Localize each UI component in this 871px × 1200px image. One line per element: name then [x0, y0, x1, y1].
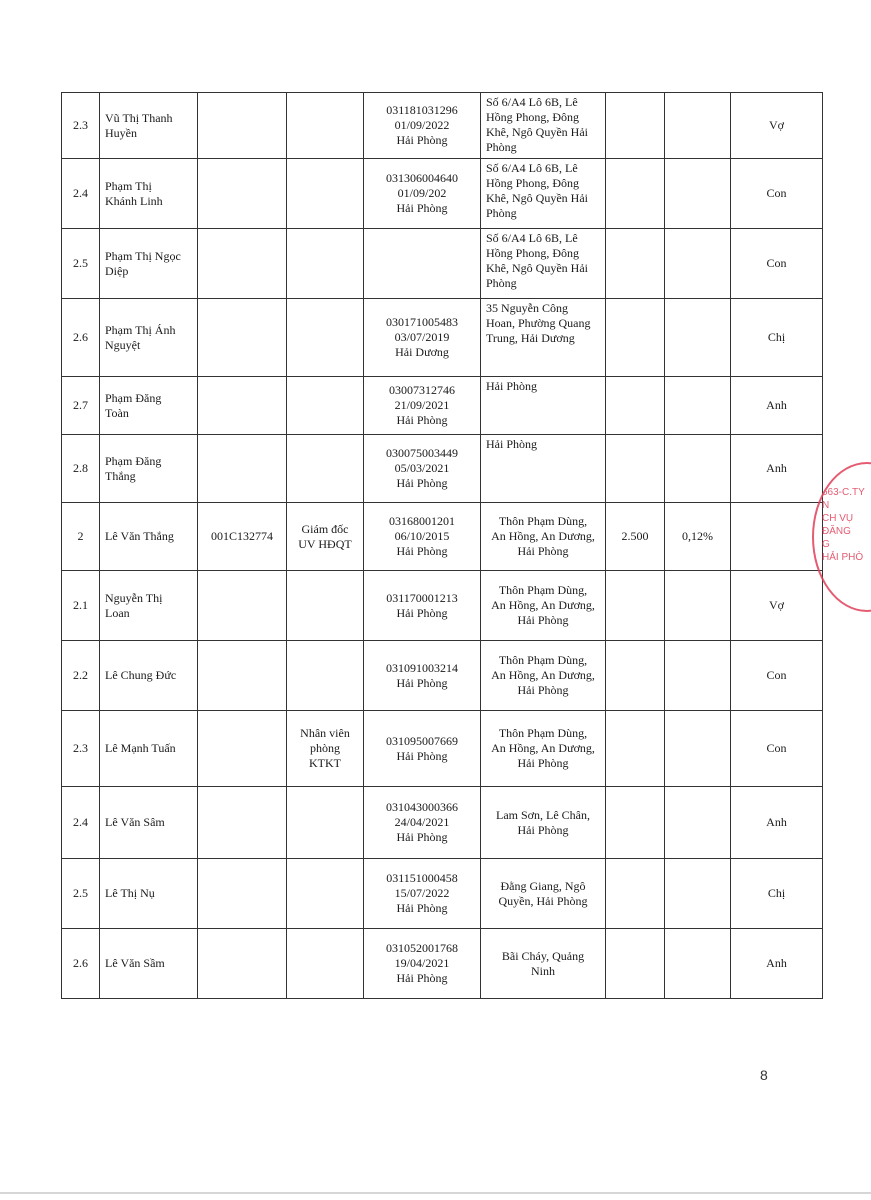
relationship: Con: [731, 711, 823, 787]
share-count: 2.500: [606, 503, 665, 571]
shareholder-table: [61, 92, 823, 999]
shareholder-code: 001C132774: [198, 503, 287, 571]
address: Bãi Cháy, Quảng Ninh: [481, 929, 606, 999]
shareholder-code: [198, 859, 287, 929]
position: [287, 229, 364, 299]
address: Hải Phòng: [481, 435, 606, 503]
share-percent: [665, 93, 731, 159]
share-percent: [665, 571, 731, 641]
address: Lam Sơn, Lê Chân, Hải Phòng: [481, 787, 606, 859]
row-number: 2.8: [62, 435, 100, 503]
person-name: Lê Thị Nụ: [100, 859, 198, 929]
row-number: 2.6: [62, 929, 100, 999]
address: Thôn Phạm Dùng, An Hồng, An Dương, Hải Phòng: [481, 641, 606, 711]
share-count: [606, 435, 665, 503]
person-name: Lê Chung Đức: [100, 641, 198, 711]
id-number-date-place: 031095007669 Hải Phòng: [364, 711, 481, 787]
position: Nhân viên phòng KTKT: [287, 711, 364, 787]
table-row: [62, 571, 823, 641]
shareholder-code: [198, 377, 287, 435]
position: [287, 435, 364, 503]
share-count: [606, 159, 665, 229]
table-row: [62, 299, 823, 377]
id-number-date-place: 030171005483 03/07/2019 Hải Dương: [364, 299, 481, 377]
table-row: [62, 503, 823, 571]
shareholder-code: [198, 571, 287, 641]
table-row: [62, 93, 823, 159]
position: [287, 641, 364, 711]
address: Số 6/A4 Lô 6B, Lê Hồng Phong, Đông Khê, Ngô Quyền Hải Phòng: [481, 93, 606, 159]
position: [287, 159, 364, 229]
position: [287, 787, 364, 859]
stamp-line: G: [822, 539, 830, 550]
stamp-line: HẢI PHÒ: [822, 552, 864, 563]
share-percent: [665, 929, 731, 999]
address: Thôn Phạm Dùng, An Hồng, An Dương, Hải Phòng: [481, 571, 606, 641]
share-count: [606, 229, 665, 299]
position: Giám đốc UV HĐQT: [287, 503, 364, 571]
table-row: [62, 159, 823, 229]
row-number: 2.2: [62, 641, 100, 711]
row-number: 2.4: [62, 787, 100, 859]
share-percent: [665, 377, 731, 435]
shareholder-code: [198, 641, 287, 711]
person-name: Vũ Thị Thanh Huyền: [100, 93, 198, 159]
relationship: Anh: [731, 929, 823, 999]
bottom-divider: [0, 1192, 871, 1194]
share-count: [606, 929, 665, 999]
shareholder-code: [198, 787, 287, 859]
position: [287, 859, 364, 929]
id-number-date-place: 03168001201 06/10/2015 Hải Phòng: [364, 503, 481, 571]
relationship: Anh: [731, 435, 823, 503]
share-percent: [665, 859, 731, 929]
address: Đằng Giang, Ngô Quyền, Hải Phòng: [481, 859, 606, 929]
person-name: Phạm Đăng Toàn: [100, 377, 198, 435]
table-row: [62, 435, 823, 503]
table-row: [62, 377, 823, 435]
table-row: [62, 787, 823, 859]
share-count: [606, 299, 665, 377]
row-number: 2.5: [62, 229, 100, 299]
id-number-date-place: 030075003449 05/03/2021 Hải Phòng: [364, 435, 481, 503]
person-name: Lê Mạnh Tuấn: [100, 711, 198, 787]
person-name: Lê Văn Thắng: [100, 503, 198, 571]
share-percent: [665, 711, 731, 787]
address: Số 6/A4 Lô 6B, Lê Hồng Phong, Đông Khê, Ngô Quyền Hải Phòng: [481, 159, 606, 229]
relationship: Con: [731, 229, 823, 299]
id-number-date-place: [364, 229, 481, 299]
shareholder-code: [198, 435, 287, 503]
share-percent: [665, 435, 731, 503]
row-number: 2.3: [62, 711, 100, 787]
relationship: Chị: [731, 299, 823, 377]
id-number-date-place: 031151000458 15/07/2022 Hải Phòng: [364, 859, 481, 929]
person-name: Phạm Thị Khánh Linh: [100, 159, 198, 229]
id-number-date-place: 031043000366 24/04/2021 Hải Phòng: [364, 787, 481, 859]
relationship: Vợ: [731, 571, 823, 641]
shareholder-code: [198, 711, 287, 787]
table-row: [62, 711, 823, 787]
id-number-date-place: 031091003214 Hải Phòng: [364, 641, 481, 711]
position: [287, 929, 364, 999]
id-number-date-place: 031181031296 01/09/2022 Hải Phòng: [364, 93, 481, 159]
relationship: [731, 503, 823, 571]
table-row: [62, 859, 823, 929]
row-number: 2.6: [62, 299, 100, 377]
share-count: [606, 787, 665, 859]
row-number: 2.4: [62, 159, 100, 229]
address: 35 Nguyễn Công Hoan, Phường Quang Trung, Hải Dương: [481, 299, 606, 377]
relationship: Anh: [731, 377, 823, 435]
shareholder-code: [198, 229, 287, 299]
position: [287, 299, 364, 377]
page-number: 8: [760, 1067, 768, 1083]
shareholder-code: [198, 93, 287, 159]
shareholder-code: [198, 929, 287, 999]
id-number-date-place: 031306004640 01/09/202 Hải Phòng: [364, 159, 481, 229]
person-name: Phạm Thị Ngọc Diệp: [100, 229, 198, 299]
person-name: Lê Văn Sầm: [100, 929, 198, 999]
person-name: Phạm Thị Ánh Nguyệt: [100, 299, 198, 377]
person-name: Phạm Đăng Thắng: [100, 435, 198, 503]
id-number-date-place: 03007312746 21/09/2021 Hải Phòng: [364, 377, 481, 435]
row-number: 2.5: [62, 859, 100, 929]
table-row: [62, 641, 823, 711]
share-percent: [665, 229, 731, 299]
share-percent: [665, 159, 731, 229]
row-number: 2.7: [62, 377, 100, 435]
address: Thôn Phạm Dùng, An Hồng, An Dương, Hải Phòng: [481, 711, 606, 787]
row-number: 2.1: [62, 571, 100, 641]
address: Thôn Phạm Dùng, An Hồng, An Dương, Hải Phòng: [481, 503, 606, 571]
stamp-line: 563-C.TY: [822, 487, 865, 498]
table-row: [62, 229, 823, 299]
share-percent: [665, 787, 731, 859]
stamp-line: N: [822, 500, 830, 511]
id-number-date-place: 031052001768 19/04/2021 Hải Phòng: [364, 929, 481, 999]
id-number-date-place: 031170001213 Hải Phòng: [364, 571, 481, 641]
relationship: Vợ: [731, 93, 823, 159]
position: [287, 93, 364, 159]
share-count: [606, 571, 665, 641]
row-number: 2: [62, 503, 100, 571]
table-row: [62, 929, 823, 999]
share-count: [606, 377, 665, 435]
shareholder-code: [198, 159, 287, 229]
person-name: Lê Văn Sâm: [100, 787, 198, 859]
position: [287, 571, 364, 641]
position: [287, 377, 364, 435]
address: Hải Phòng: [481, 377, 606, 435]
share-percent: [665, 641, 731, 711]
row-number: 2.3: [62, 93, 100, 159]
share-percent: 0,12%: [665, 503, 731, 571]
relationship: Con: [731, 641, 823, 711]
stamp-line: ĐĂNG: [822, 526, 851, 537]
person-name: Nguyễn Thị Loan: [100, 571, 198, 641]
address: Số 6/A4 Lô 6B, Lê Hồng Phong, Đông Khê, Ngô Quyền Hải Phòng: [481, 229, 606, 299]
share-percent: [665, 299, 731, 377]
share-count: [606, 859, 665, 929]
stamp-line: CH VỤ: [822, 513, 854, 524]
share-count: [606, 93, 665, 159]
shareholder-code: [198, 299, 287, 377]
share-count: [606, 711, 665, 787]
relationship: Con: [731, 159, 823, 229]
relationship: Chị: [731, 859, 823, 929]
relationship: Anh: [731, 787, 823, 859]
share-count: [606, 641, 665, 711]
